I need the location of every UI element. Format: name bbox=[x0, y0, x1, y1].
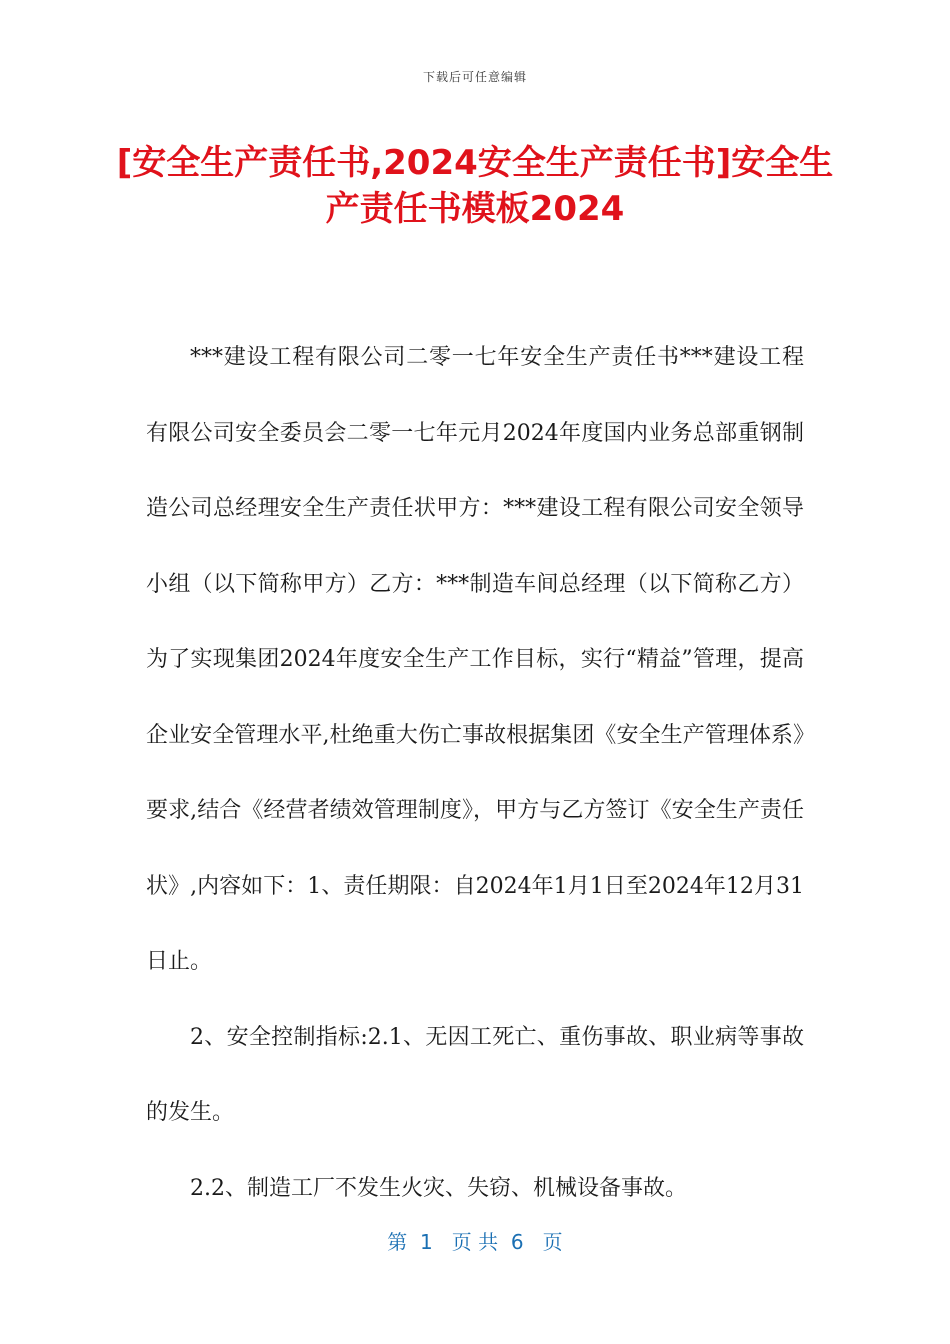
paragraph-1: ***建设工程有限公司二零一七年安全生产责任书***建设工程有限公司安全委员会二零一七年元月2024年度国内业务总部重钢制造公司总经理安全生产责任状甲方：***建设工程有限公司安全领导小组（以下简称甲方）乙方：***制造车间总经理（以下简称乙方）为了实现集团2024年度安全生产工作目标，实行“精益”管理，提高企业安全管理水平,杜绝重大伤亡事故根据集团《安全生产管理体系》要求,结合《经营者绩效管理制度》，甲方与乙方签订《安全生产责任状》,内容如下：1、责任期限：自2024年1月1日至2024年12月31日止。 bbox=[146, 345, 804, 974]
paragraph-3: 2.2、制造工厂不发生火灾、失窃、机械设备事故。 bbox=[190, 1175, 687, 1201]
document-body bbox=[146, 320, 804, 1226]
header-note: 下载后可任意编辑 bbox=[422, 70, 527, 84]
paragraph-2: 2、安全控制指标:2.1、无因工死亡、重伤事故、职业病等事故的发生。 bbox=[146, 1024, 804, 1125]
page-footer: 第 1 页 共 6 页 bbox=[387, 1230, 563, 1254]
document-title: [安全生产责任书,2024安全生产责任书]安全生产责任书模板2024 bbox=[116, 143, 834, 229]
